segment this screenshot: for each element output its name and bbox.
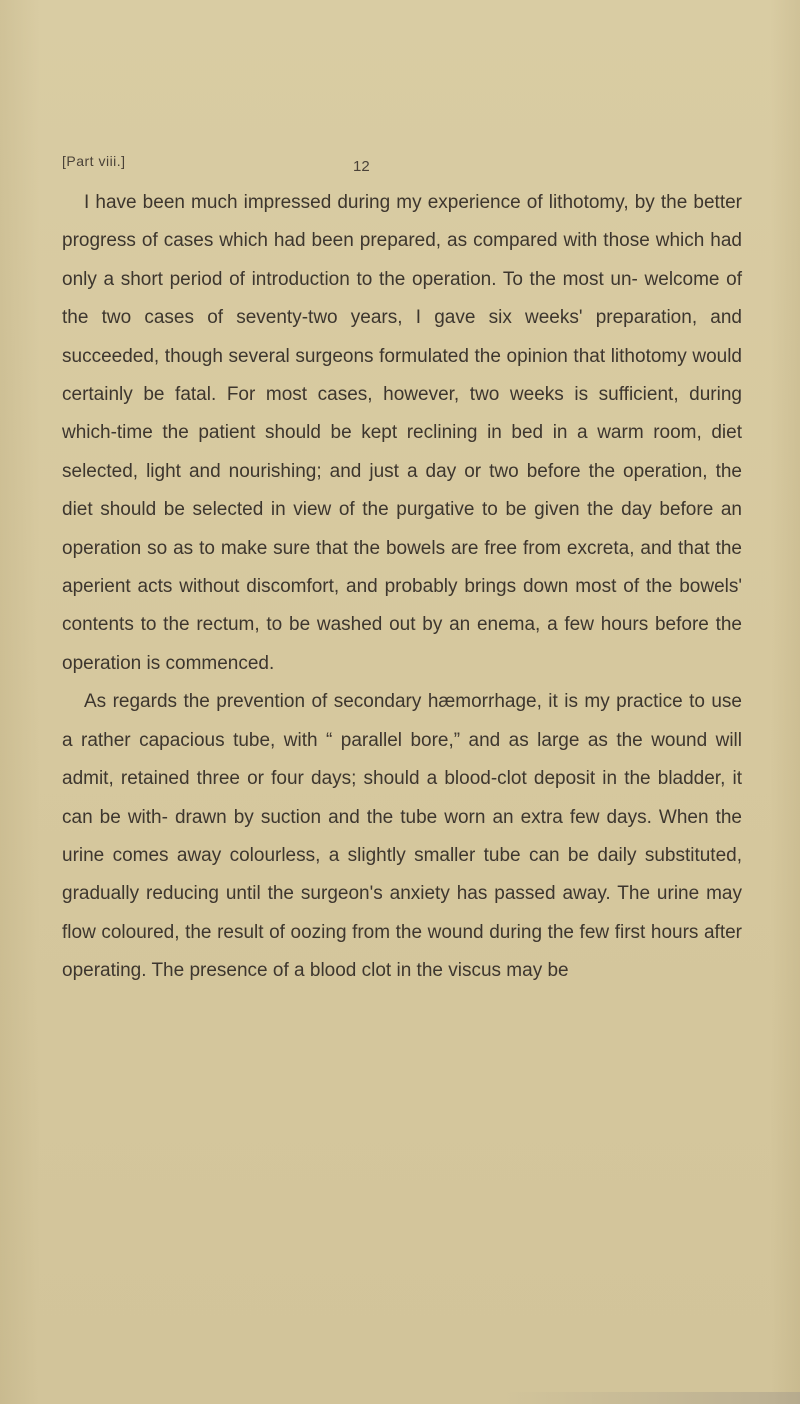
page-number: 12 <box>353 158 370 175</box>
body-text <box>62 184 742 991</box>
paragraph-2: As regards the prevention of secondary hæmorrhage, it is my practice to use a rather capacious tube, with “ parallel bore,” and as large as the wound will admit, retained three or four days; should a blood-clot deposit in the bladder, it can be with- drawn by suction and the tube worn an extra few days. When the urine comes away colourless, a slightly smaller tube can be daily substituted, gradually reducing until the surgeon's anxiety has passed away. The urine may flow coloured, the result of oozing from the wound during the few first hours after operating. The presence of a blood clot in the viscus may be <box>62 691 742 982</box>
part-label: [Part viii.] <box>62 153 126 169</box>
paragraph-1: I have been much impressed during my experience of lithotomy, by the better progress of cases which had been prepared, as compared with those which had only a short period of introduction to the operation. To the most un- welcome of the two cases of seventy-two years, I gave six weeks' preparation, and succeeded, though several surgeons formulated the opinion that lithotomy would certainly be fatal. For most cases, however, two weeks is sufficient, during which-time the patient should be kept reclining in bed in a warm room, diet selected, light and nourishing; and just a day or two before the operation, the diet should be selected in view of the purgative to be given the day before an operation so as to make sure that the bowels are free from excreta, and that the aperient acts without discomfort, and probably brings down most of the bowels' contents to the rectum, to be washed out by an enema, a few hours before the operation is commenced. <box>62 192 742 674</box>
page-edge-shadow <box>500 1392 800 1404</box>
page-header <box>62 153 742 177</box>
